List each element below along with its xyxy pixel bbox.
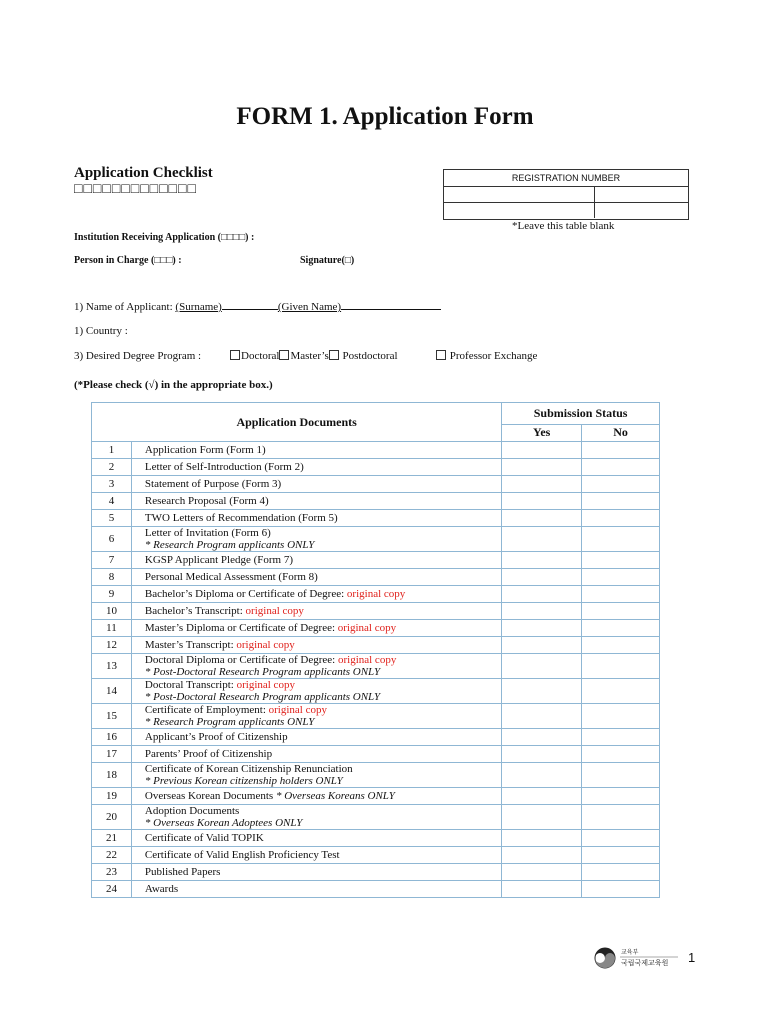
professor-exchange-field xyxy=(436,350,537,362)
document-name: Personal Medical Assessment (Form 8) xyxy=(144,571,318,583)
no-check-cell[interactable] xyxy=(582,459,660,476)
no-check-cell[interactable] xyxy=(582,654,660,679)
yes-check-cell[interactable] xyxy=(502,552,582,569)
table-row xyxy=(92,510,660,527)
yes-check-cell[interactable] xyxy=(502,569,582,586)
document-line xyxy=(145,512,501,524)
table-row xyxy=(92,704,660,729)
registration-cell[interactable] xyxy=(444,203,595,218)
document-line xyxy=(145,748,501,760)
table-row xyxy=(92,552,660,569)
document-name: KGSP Applicant Pledge (Form 7) xyxy=(144,554,294,566)
document-line xyxy=(145,763,501,775)
no-check-cell[interactable] xyxy=(582,637,660,654)
document-name: Application Form (Form 1) xyxy=(144,444,266,456)
row-number: 20 xyxy=(92,805,132,830)
original-copy-note: original copy xyxy=(236,679,295,691)
table-row xyxy=(92,788,660,805)
surname-label[interactable]: (Surname) xyxy=(175,301,222,313)
yes-check-cell[interactable] xyxy=(502,654,582,679)
document-name: Certificate of Employment: xyxy=(144,704,269,716)
document-cell xyxy=(131,603,501,620)
document-name: Doctoral Transcript: xyxy=(144,679,237,691)
document-cell xyxy=(131,830,501,847)
document-name: Letter of Invitation (Form 6) xyxy=(144,527,271,539)
registration-cell[interactable] xyxy=(595,203,688,218)
document-name: Letter of Self-Introduction (Form 2) xyxy=(144,461,304,473)
no-check-cell[interactable] xyxy=(582,527,660,552)
yes-check-cell[interactable] xyxy=(502,442,582,459)
registration-note: *Leave this table blank xyxy=(512,220,615,232)
document-cell xyxy=(131,442,501,459)
yes-check-cell[interactable] xyxy=(502,729,582,746)
registration-number-header: REGISTRATION NUMBER xyxy=(444,170,688,187)
table-row xyxy=(92,637,660,654)
documents-header: Application Documents xyxy=(92,403,502,442)
check-instruction: (*Please check (√) in the appropriate box.) xyxy=(74,379,273,391)
document-name: Overseas Korean Documents xyxy=(144,790,276,802)
row-number: 9 xyxy=(92,586,132,603)
no-check-cell[interactable] xyxy=(582,864,660,881)
eligibility-note: * Overseas Korean Adoptees ONLY xyxy=(144,817,303,829)
degree-program-field xyxy=(74,350,201,362)
document-line xyxy=(145,805,501,817)
document-line xyxy=(145,478,501,490)
doctoral-checkbox[interactable] xyxy=(230,350,240,360)
no-check-cell[interactable] xyxy=(582,493,660,510)
yes-check-cell[interactable] xyxy=(502,527,582,552)
given-name-blank[interactable] xyxy=(341,299,441,310)
yes-check-cell[interactable] xyxy=(502,586,582,603)
document-name: Doctoral Diploma or Certificate of Degree: xyxy=(144,654,338,666)
row-number: 8 xyxy=(92,569,132,586)
document-line xyxy=(145,639,501,651)
surname-blank[interactable] xyxy=(222,299,278,310)
row-number: 10 xyxy=(92,603,132,620)
no-check-cell[interactable] xyxy=(582,830,660,847)
document-line xyxy=(145,832,501,844)
table-row xyxy=(92,805,660,830)
no-check-cell[interactable] xyxy=(582,881,660,898)
eligibility-note: * Overseas Koreans ONLY xyxy=(275,790,395,802)
document-name: Certificate of Valid TOPIK xyxy=(144,832,264,844)
row-number: 16 xyxy=(92,729,132,746)
document-line xyxy=(145,461,501,473)
document-line xyxy=(145,731,501,743)
row-number: 3 xyxy=(92,476,132,493)
no-check-cell[interactable] xyxy=(582,569,660,586)
document-cell xyxy=(131,805,501,830)
document-name: Adoption Documents xyxy=(144,805,240,817)
row-number: 17 xyxy=(92,746,132,763)
document-name: Parents’ Proof of Citizenship xyxy=(144,748,273,760)
registration-row xyxy=(444,187,688,203)
table-row xyxy=(92,569,660,586)
yes-header: Yes xyxy=(502,424,582,441)
row-number: 19 xyxy=(92,788,132,805)
yes-check-cell[interactable] xyxy=(502,763,582,788)
applicant-name-label: 1) Name of Applicant: xyxy=(74,301,176,313)
document-cell xyxy=(131,637,501,654)
document-line xyxy=(145,883,501,895)
yes-check-cell[interactable] xyxy=(502,830,582,847)
yes-check-cell[interactable] xyxy=(502,864,582,881)
form-title: FORM 1. Application Form xyxy=(236,103,534,130)
degree-options xyxy=(230,350,398,362)
no-check-cell[interactable] xyxy=(582,603,660,620)
row-number: 2 xyxy=(92,459,132,476)
document-name: Bachelor’s Transcript: xyxy=(144,605,246,617)
document-line xyxy=(145,679,501,691)
document-name: Master’s Diploma or Certificate of Degree: xyxy=(144,622,338,634)
registration-row xyxy=(444,203,688,218)
original-copy-note: original copy xyxy=(268,704,327,716)
document-line xyxy=(145,554,501,566)
document-name: Certificate of Valid English Proficiency Test xyxy=(144,849,340,861)
document-cell xyxy=(131,864,501,881)
document-line xyxy=(145,605,501,617)
documents-body xyxy=(92,442,660,898)
row-number: 24 xyxy=(92,881,132,898)
row-number: 1 xyxy=(92,442,132,459)
table-row xyxy=(92,746,660,763)
row-number: 21 xyxy=(92,830,132,847)
eligibility-note: * Post-Doctoral Research Program applicants ONLY xyxy=(144,691,381,703)
eligibility-note: * Research Program applicants ONLY xyxy=(144,716,315,728)
no-check-cell[interactable] xyxy=(582,679,660,704)
yes-check-cell[interactable] xyxy=(502,476,582,493)
table-row xyxy=(92,603,660,620)
yes-check-cell[interactable] xyxy=(502,679,582,704)
row-number: 7 xyxy=(92,552,132,569)
table-row xyxy=(92,527,660,552)
submission-status-header: Submission Status xyxy=(502,403,660,425)
original-copy-note: original copy xyxy=(346,588,406,600)
document-name: Awards xyxy=(144,883,179,895)
row-number: 13 xyxy=(92,654,132,679)
no-check-cell[interactable] xyxy=(582,746,660,763)
no-check-cell[interactable] xyxy=(582,620,660,637)
row-number: 14 xyxy=(92,679,132,704)
original-copy-note: original copy xyxy=(337,654,397,666)
yes-check-cell[interactable] xyxy=(502,620,582,637)
no-check-cell[interactable] xyxy=(582,763,660,788)
document-cell xyxy=(131,569,501,586)
given-name-label[interactable]: (Given Name) xyxy=(277,301,342,313)
row-number: 5 xyxy=(92,510,132,527)
doctoral-option: Doctoral xyxy=(241,350,280,362)
no-check-cell[interactable] xyxy=(582,805,660,830)
table-row xyxy=(92,586,660,603)
masters-checkbox[interactable] xyxy=(279,350,289,360)
yes-check-cell[interactable] xyxy=(502,603,582,620)
registration-cell[interactable] xyxy=(444,187,595,202)
no-check-cell[interactable] xyxy=(582,788,660,805)
no-check-cell[interactable] xyxy=(582,729,660,746)
document-line xyxy=(145,444,501,456)
masters-option: Master’s xyxy=(290,350,329,362)
document-name: Applicant’s Proof of Citizenship xyxy=(144,731,288,743)
no-check-cell[interactable] xyxy=(582,704,660,729)
yes-check-cell[interactable] xyxy=(502,493,582,510)
country-label: 1) Country : xyxy=(74,325,128,337)
row-number: 18 xyxy=(92,763,132,788)
table-row xyxy=(92,729,660,746)
no-header: No xyxy=(582,424,660,441)
document-cell xyxy=(131,881,501,898)
document-line xyxy=(145,790,501,802)
document-line xyxy=(145,654,501,666)
document-line xyxy=(145,588,501,600)
table-row xyxy=(92,864,660,881)
document-line xyxy=(145,704,501,716)
eligibility-note: * Previous Korean citizenship holders ONLY xyxy=(144,775,343,787)
document-cell xyxy=(131,729,501,746)
original-copy-note: original copy xyxy=(245,605,304,617)
page-number: 1 xyxy=(688,950,696,965)
original-copy-note: original copy xyxy=(236,639,295,651)
document-name: TWO Letters of Recommendation (Form 5) xyxy=(144,512,338,524)
ministry-logo xyxy=(594,946,682,970)
yes-check-cell[interactable] xyxy=(502,847,582,864)
no-check-cell[interactable] xyxy=(582,847,660,864)
document-name: Published Papers xyxy=(144,866,221,878)
yes-check-cell[interactable] xyxy=(502,746,582,763)
document-cell xyxy=(131,459,501,476)
document-cell xyxy=(131,620,501,637)
yes-check-cell[interactable] xyxy=(502,510,582,527)
yes-check-cell[interactable] xyxy=(502,881,582,898)
document-line xyxy=(145,866,501,878)
document-cell xyxy=(131,552,501,569)
document-cell xyxy=(131,476,501,493)
document-line xyxy=(145,527,501,539)
yes-check-cell[interactable] xyxy=(502,459,582,476)
no-check-cell[interactable] xyxy=(582,442,660,459)
document-cell xyxy=(131,763,501,788)
row-number: 15 xyxy=(92,704,132,729)
degree-program-label: 3) Desired Degree Program : xyxy=(74,350,202,362)
document-cell xyxy=(131,493,501,510)
table-row xyxy=(92,847,660,864)
document-name: Master’s Transcript: xyxy=(144,639,237,651)
eligibility-note: * Research Program applicants ONLY xyxy=(144,539,315,551)
document-cell xyxy=(131,679,501,704)
document-line xyxy=(145,571,501,583)
checklist-title: Application Checklist xyxy=(74,165,213,181)
table-row xyxy=(92,476,660,493)
yes-check-cell[interactable] xyxy=(502,637,582,654)
row-number: 4 xyxy=(92,493,132,510)
document-name: Certificate of Korean Citizenship Renunciation xyxy=(144,763,353,775)
yes-check-cell[interactable] xyxy=(502,788,582,805)
table-row xyxy=(92,493,660,510)
person-in-charge-label: Person in Charge (□□□) : xyxy=(74,255,182,266)
document-cell xyxy=(131,847,501,864)
eligibility-note: * Post-Doctoral Research Program applicants ONLY xyxy=(144,666,381,678)
table-row xyxy=(92,830,660,847)
no-check-cell[interactable] xyxy=(582,510,660,527)
document-cell xyxy=(131,586,501,603)
no-check-cell[interactable] xyxy=(582,476,660,493)
professor-exchange-checkbox[interactable] xyxy=(436,350,446,360)
document-line xyxy=(145,495,501,507)
table-row xyxy=(92,881,660,898)
postdoctoral-checkbox[interactable] xyxy=(329,350,339,360)
document-cell xyxy=(131,746,501,763)
institution-label: Institution Receiving Application (□□□□) : xyxy=(74,232,255,243)
no-check-cell[interactable] xyxy=(582,552,660,569)
signature-label: Signature(□) xyxy=(300,255,355,266)
document-cell xyxy=(131,510,501,527)
table-row xyxy=(92,679,660,704)
document-line xyxy=(145,622,501,634)
row-number: 12 xyxy=(92,637,132,654)
document-name: Research Proposal (Form 4) xyxy=(144,495,269,507)
row-number: 11 xyxy=(92,620,132,637)
document-cell xyxy=(131,704,501,729)
professor-exchange-option: Professor Exchange xyxy=(447,350,538,362)
document-cell xyxy=(131,788,501,805)
table-row xyxy=(92,459,660,476)
yes-check-cell[interactable] xyxy=(502,805,582,830)
table-row xyxy=(92,654,660,679)
documents-table xyxy=(91,402,660,898)
applicant-name-field xyxy=(74,299,441,313)
document-name: Bachelor’s Diploma or Certificate of Degree: xyxy=(144,588,347,600)
document-name: Statement of Purpose (Form 3) xyxy=(144,478,282,490)
row-number: 22 xyxy=(92,847,132,864)
yes-check-cell[interactable] xyxy=(502,704,582,729)
registration-number-box xyxy=(443,169,689,220)
document-cell xyxy=(131,527,501,552)
row-number: 23 xyxy=(92,864,132,881)
table-row xyxy=(92,442,660,459)
document-cell xyxy=(131,654,501,679)
original-copy-note: original copy xyxy=(337,622,397,634)
row-number: 6 xyxy=(92,527,132,552)
registration-cell[interactable] xyxy=(595,187,688,202)
no-check-cell[interactable] xyxy=(582,586,660,603)
table-row xyxy=(92,763,660,788)
checklist-subtitle: □□□□□□□□□□□□□ xyxy=(74,182,197,197)
table-row xyxy=(92,620,660,637)
document-line xyxy=(145,849,501,861)
postdoctoral-option: Postdoctoral xyxy=(339,350,398,362)
logo-text-ministry: 교육부 xyxy=(621,949,639,956)
logo-text-institute: 국립국제교육원 xyxy=(621,959,669,967)
